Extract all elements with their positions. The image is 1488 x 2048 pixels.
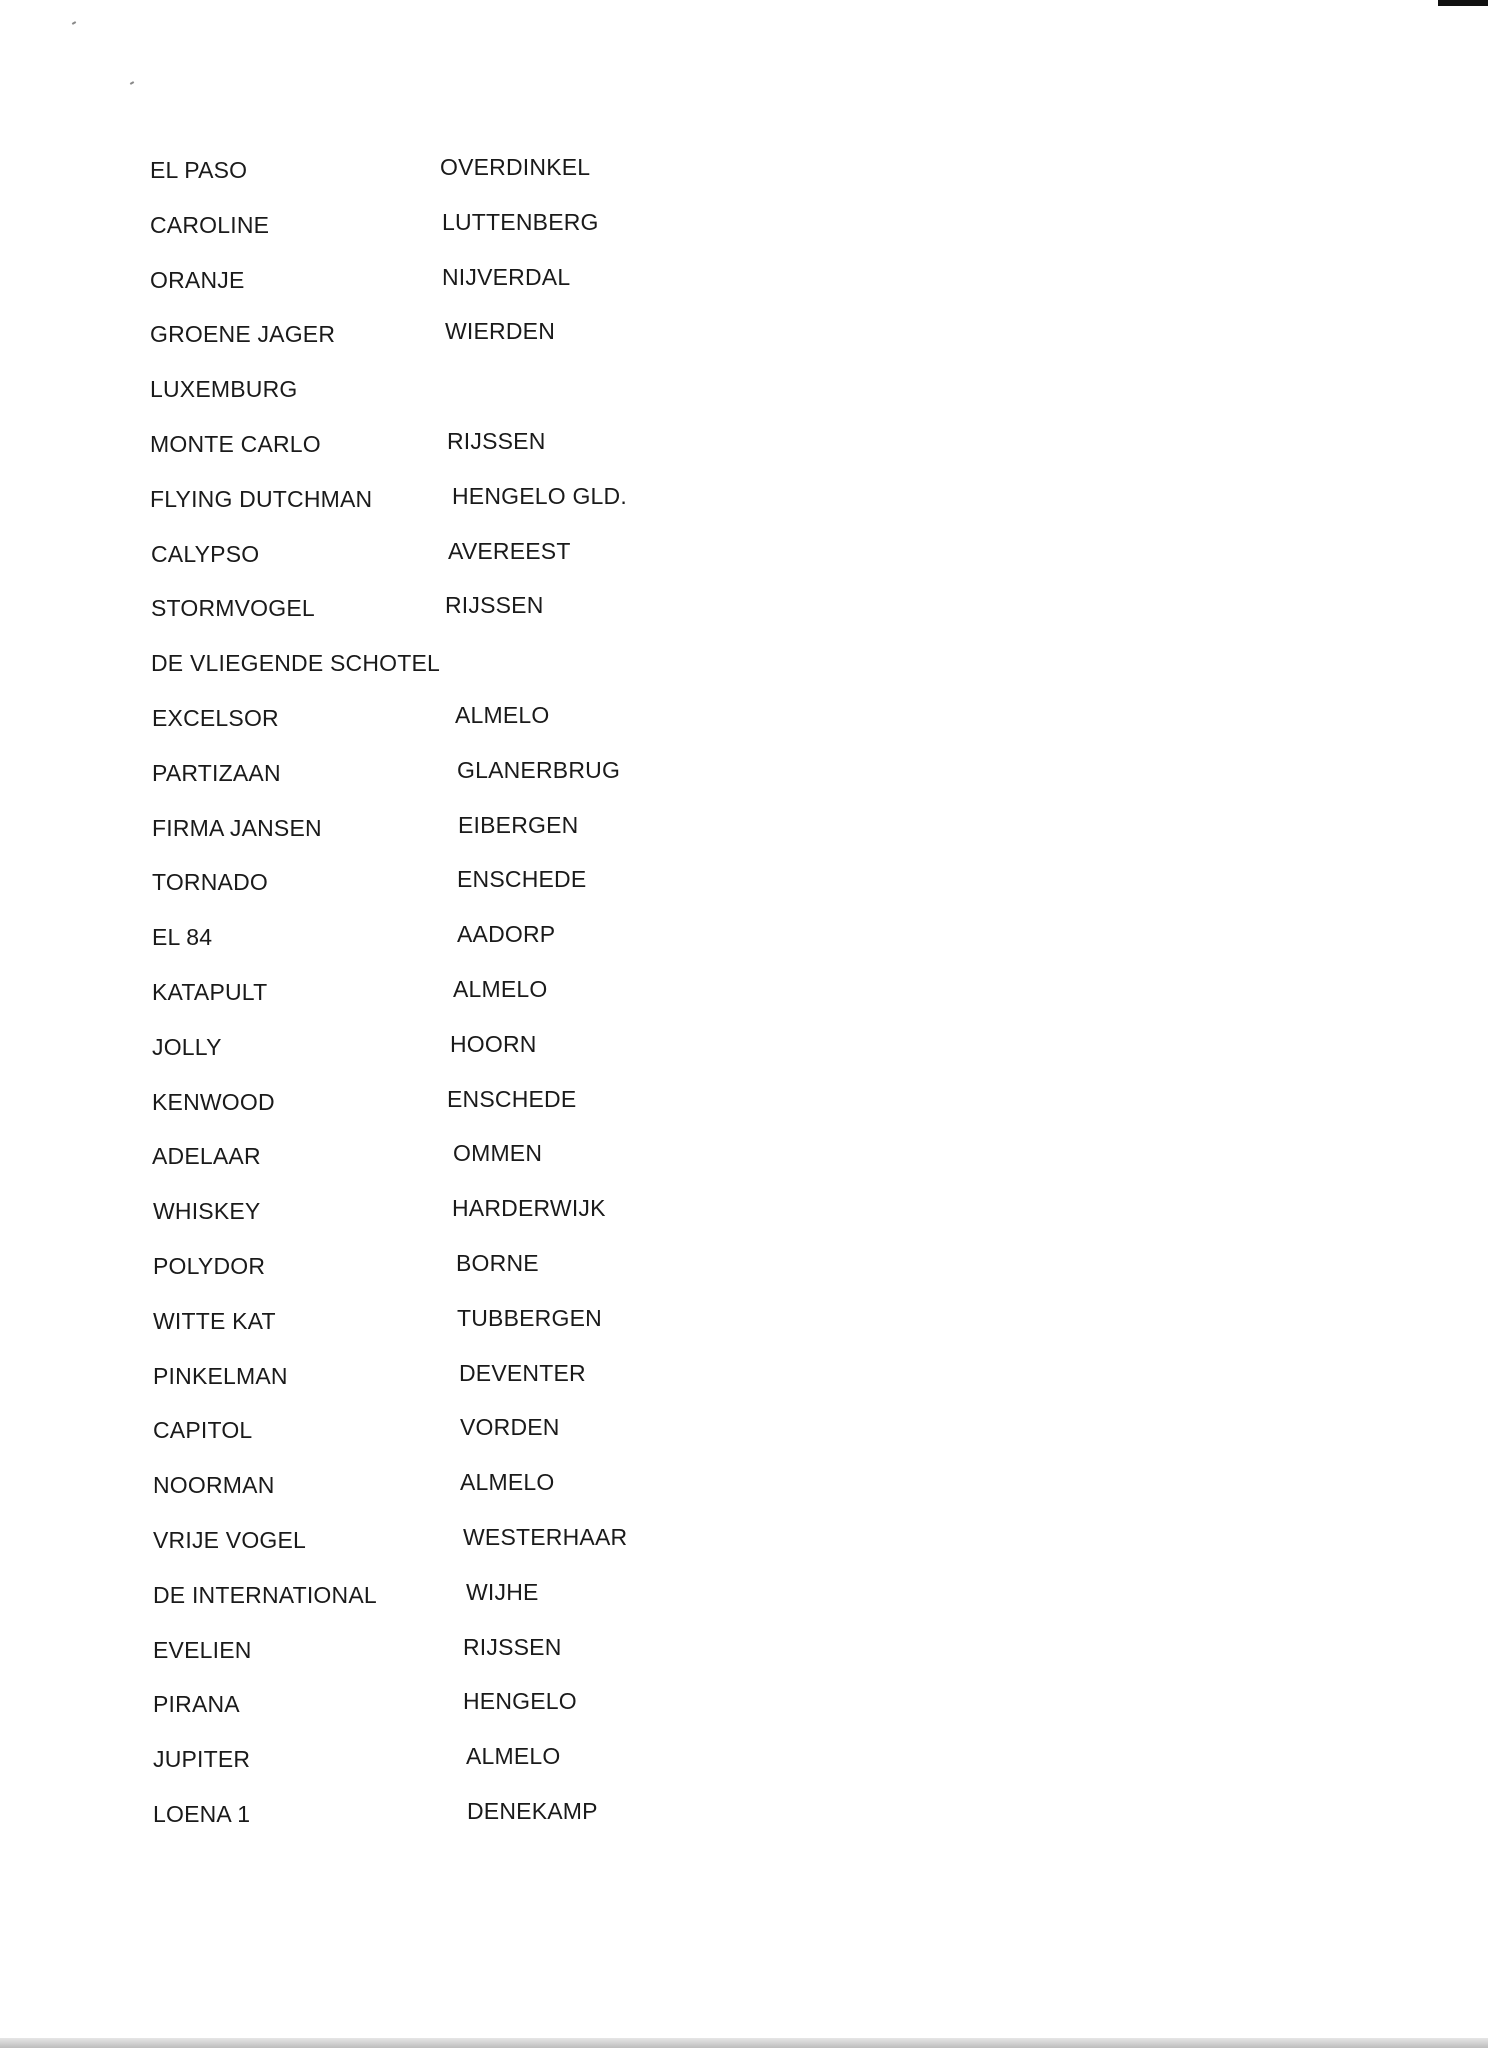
scan-speck [130,81,134,85]
band-place: WIJHE [466,1578,539,1605]
list-item [150,1141,750,1196]
list-item [150,539,750,594]
band-place: ENSCHEDE [457,866,587,893]
band-name: WHISKEY [153,1198,261,1225]
band-place: AVEREEST [448,537,571,564]
list-item [150,813,750,868]
list-item [150,977,750,1032]
band-list [150,155,750,1854]
band-name: JUPITER [153,1746,251,1773]
band-place: HOORN [450,1030,537,1057]
list-item [150,1251,750,1306]
band-name: NOORMAN [153,1472,275,1499]
band-name: JOLLY [152,1033,222,1060]
list-item [150,265,750,320]
band-name: ORANJE [150,266,245,293]
band-place: ENSCHEDE [447,1085,577,1112]
band-place: ALMELO [466,1743,561,1770]
band-place: OMMEN [453,1140,543,1167]
band-place: RIJSSEN [463,1633,562,1660]
list-item [150,703,750,758]
band-name: TORNADO [152,869,268,896]
list-item [150,1744,750,1799]
band-place: DEVENTER [459,1359,586,1386]
list-item [150,484,750,539]
list-item [150,1799,750,1854]
scan-bottom-edge [0,2038,1488,2048]
band-name: EVELIEN [153,1636,252,1663]
list-item [150,1470,750,1525]
band-place: ALMELO [455,701,550,728]
band-name: CALYPSO [151,540,260,567]
list-item [150,1525,750,1580]
list-item [150,1361,750,1416]
band-name: EL 84 [152,924,213,951]
band-name: PARTIZAAN [152,759,281,786]
band-name: STORMVOGEL [151,595,315,622]
band-place: AADORP [457,921,556,948]
list-item [150,155,750,210]
band-place: ALMELO [453,975,548,1002]
band-name: PINKELMAN [153,1362,288,1389]
list-item [150,1306,750,1361]
band-place: ALMELO [460,1469,555,1496]
band-name: CAPITOL [153,1417,253,1444]
band-name: EXCELSOR [152,704,279,731]
band-name: DE VLIEGENDE SCHOTEL [151,650,441,677]
band-name: KATAPULT [152,978,268,1005]
list-item [150,922,750,977]
band-name: MONTE CARLO [150,430,321,457]
band-place: HENGELO [463,1688,577,1715]
list-item [150,1580,750,1635]
band-place: OVERDINKEL [440,154,591,180]
band-place: VORDEN [460,1414,560,1441]
band-name: LUXEMBURG [150,376,298,403]
band-place: RIJSSEN [447,427,546,454]
band-place: BORNE [456,1249,539,1276]
band-name: LOENA 1 [153,1800,251,1827]
list-item [150,1689,750,1744]
band-place: WIERDEN [445,318,556,345]
band-place: NIJVERDAL [442,263,571,290]
band-place: WESTERHAAR [463,1523,628,1550]
list-item [150,1415,750,1470]
band-place: EIBERGEN [458,811,579,838]
band-name: PIRANA [153,1691,240,1718]
band-place: DENEKAMP [467,1797,598,1824]
band-name: FLYING DUTCHMAN [150,485,373,512]
band-name: GROENE JAGER [150,321,336,348]
band-place: HARDERWIJK [452,1195,606,1222]
band-name: VRIJE VOGEL [153,1526,307,1553]
band-name: KENWOOD [152,1088,275,1115]
scan-edge-mark [1438,0,1488,6]
band-name: CAROLINE [150,211,270,238]
list-item [150,867,750,922]
list-item [150,374,750,429]
band-name: DE INTERNATIONAL [153,1581,377,1608]
band-name: EL PASO [150,157,248,183]
band-name: POLYDOR [153,1252,266,1279]
list-item [150,1087,750,1142]
list-item [150,758,750,813]
band-name: FIRMA JANSEN [152,814,322,841]
band-place: RIJSSEN [445,592,544,619]
list-item [150,1635,750,1690]
list-item [150,1196,750,1251]
band-place: HENGELO GLD. [452,482,627,509]
band-name: WITTE KAT [153,1307,276,1334]
list-item [150,429,750,484]
band-place: GLANERBRUG [457,756,621,783]
list-item [150,319,750,374]
scan-speck [72,21,76,25]
list-item [150,593,750,648]
list-item [150,648,750,703]
list-item [150,1032,750,1087]
band-place: TUBBERGEN [457,1304,602,1331]
band-name: ADELAAR [152,1143,261,1170]
list-item [150,210,750,265]
band-place: LUTTENBERG [442,208,599,235]
